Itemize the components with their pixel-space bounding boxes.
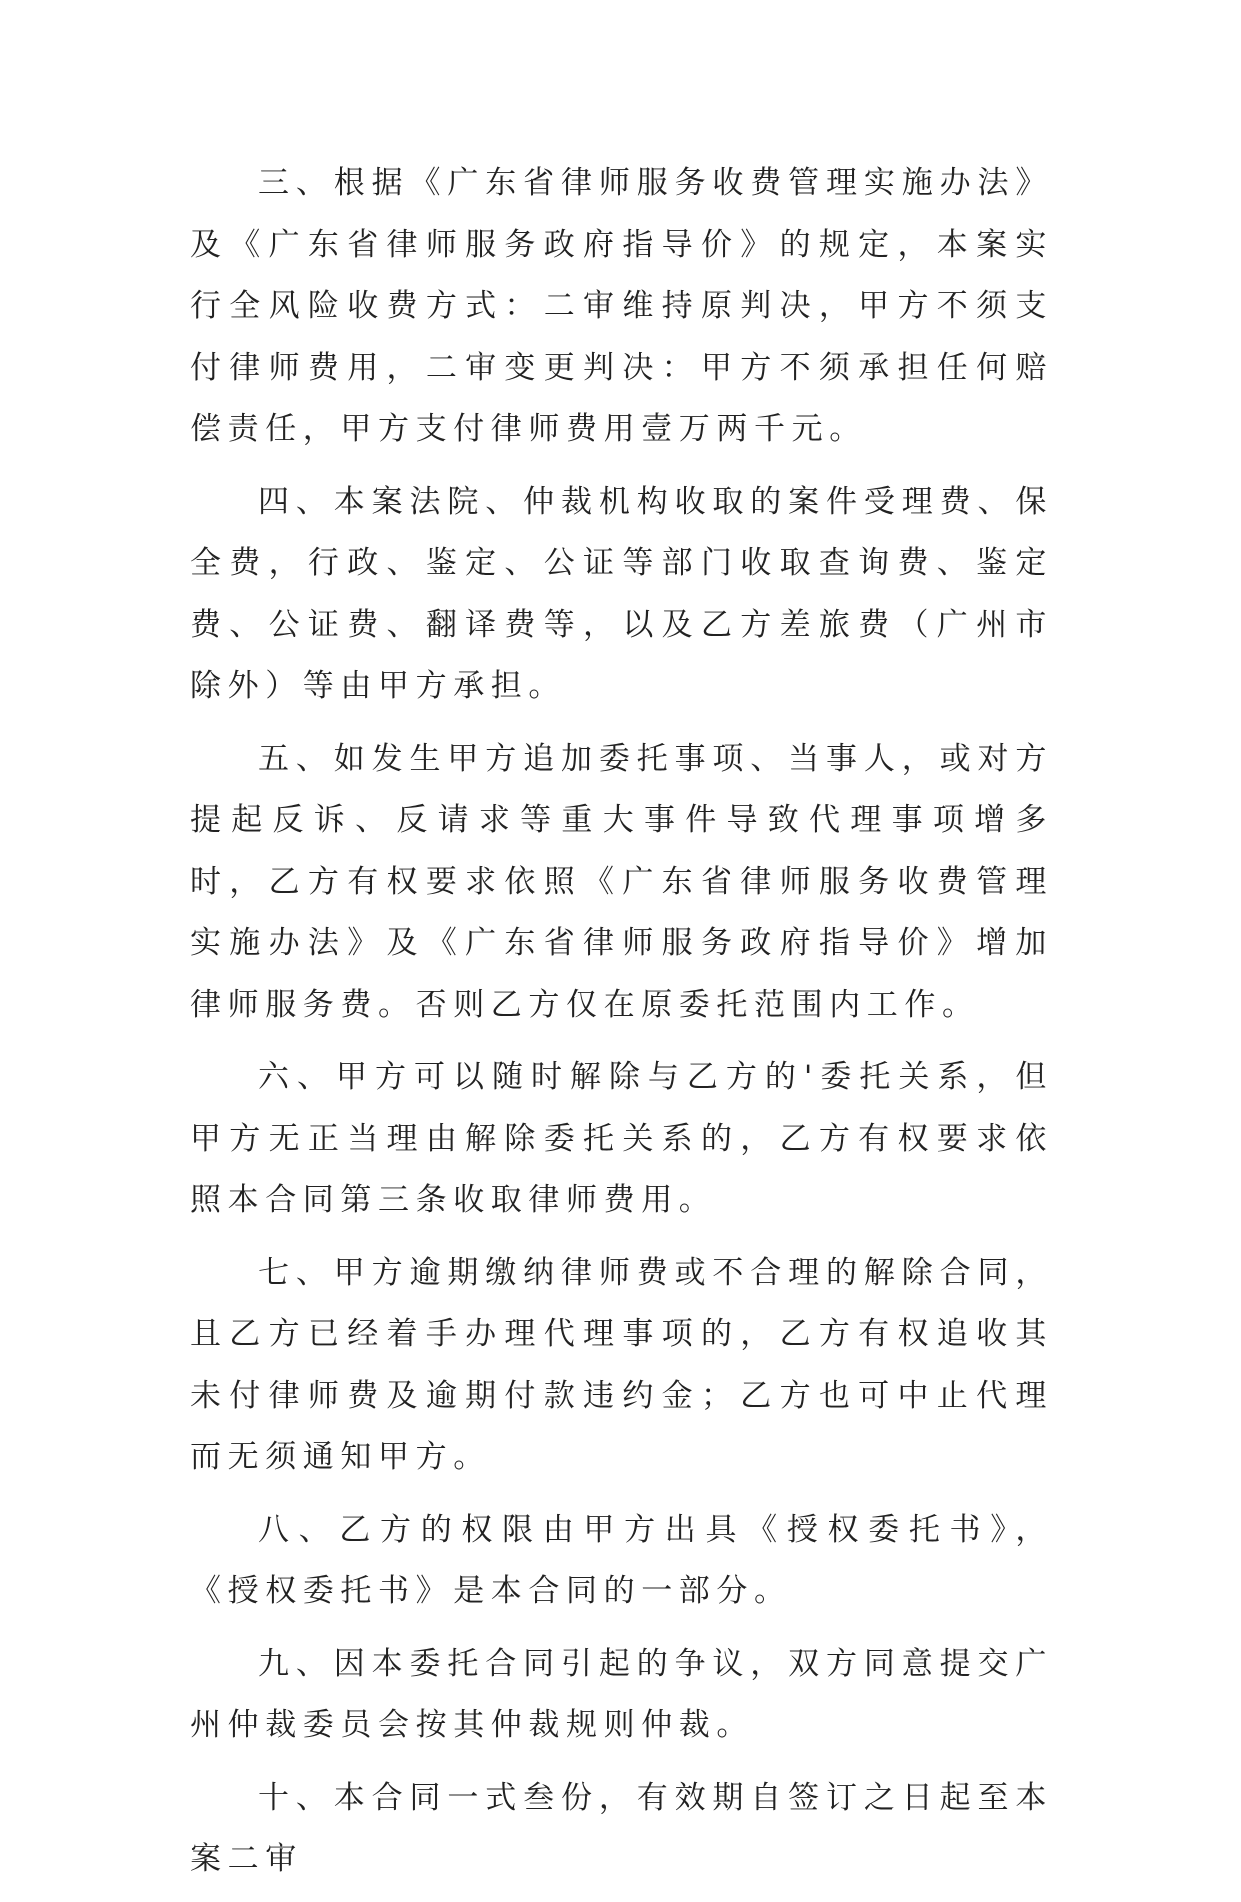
clause-8: 八、乙方的权限由甲方出具《授权委托书》，《授权委托书》是本合同的一部分。 [190,1511,1053,1609]
clause-5: 五、如发生甲方追加委托事项、当事人，或对方提起反诉、反请求等重大事件导致代理事项增多时，乙方有权要求依照《广东省律师服务收费管理实施办法》及《广东省律师服务政府指导价》增加律师服务费。否则乙方仅在原委托范围内工作。 [190,740,1053,1023]
clause-4: 四、本案法院、仲裁机构收取的案件受理费、保全费，行政、鉴定、公证等部门收取查询费、鉴定费、公证费、翻译费等，以及乙方差旅费（广州市除外）等由甲方承担。 [190,483,1053,704]
clause-3: 三、根据《广东省律师服务收费管理实施办法》及《广东省律师服务政府指导价》的规定，本案实行全风险收费方式：二审维持原判决，甲方不须支付律师费用，二审变更判决：甲方不须承担任何赔偿责任，甲方支付律师费用壹万两千元。 [190,165,1053,447]
clause-9: 九、因本委托合同引起的争议，双方同意提交广州仲裁委员会按其仲裁规则仲裁。 [190,1645,1053,1743]
clause-7: 七、甲方逾期缴纳律师费或不合理的解除合同，且乙方已经着手办理代理事项的，乙方有权追收其未付律师费及逾期付款违约金；乙方也可中止代理而无须通知甲方。 [190,1254,1053,1475]
clause-6: 六、甲方可以随时解除与乙方的'委托关系，但甲方无正当理由解除委托关系的，乙方有权要求依照本合同第三条收取律师费用。 [190,1059,1053,1218]
contract-body [190,153,1053,1902]
clause-10: 十、本合同一式叁份，有效期自签订之日起至本案二审 [190,1779,1053,1877]
